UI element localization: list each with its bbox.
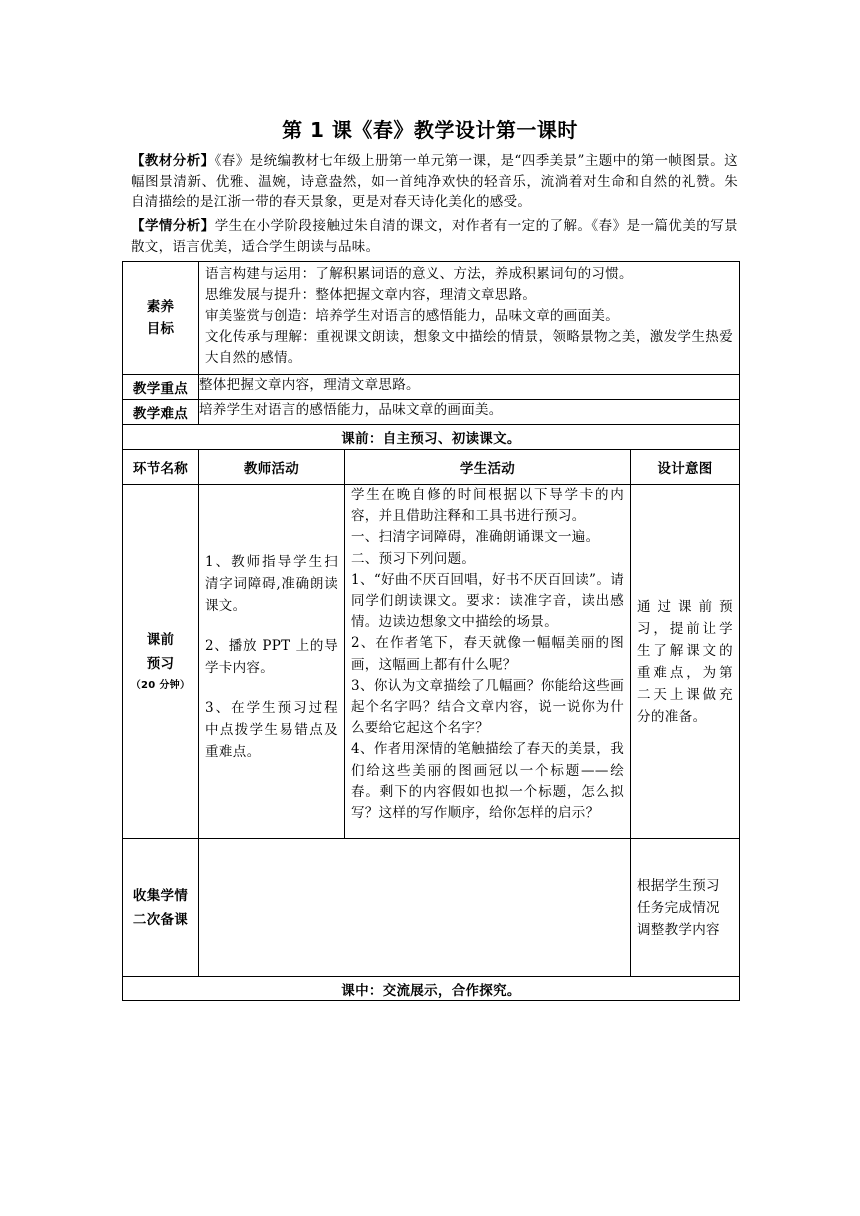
goals-label-line2: 目标 xyxy=(146,321,175,337)
learner-analysis-text: 学生在小学阶段接触过朱自清的课文，对作者有一定的了解。《春》是一篇优美的写景散文，语言优美，适合学生朗读与品味。 xyxy=(131,218,738,255)
learner-analysis xyxy=(131,216,738,257)
goals-label xyxy=(123,262,199,375)
material-analysis-text: 《春》是统编教材七年级上册第一单元第一课，是“四季美景”主题中的第一帧图景。这幅图景清新、优雅、温婉，诗意盎然，如一首纯净欢快的轻音乐，流淌着对生命和自然的礼赞。朱自清描绘的是江浙一带的春天景象，更是对春天诗化美化的感受。 xyxy=(131,153,738,210)
preview-teacher-activity xyxy=(199,485,345,839)
in-class-banner: 课中：交流展示，合作探究。 xyxy=(123,977,740,1001)
in-class-banner-row xyxy=(123,977,740,1001)
header-student: 学生活动 xyxy=(345,450,631,485)
collect-intent-text: 根据学生预习任务完成情况调整教学内容 xyxy=(637,877,720,938)
teacher-step: 3、在学生预习过程中点拨学生易错点及重难点。 xyxy=(205,700,338,760)
goals-label-line1: 素养 xyxy=(146,299,175,315)
pre-class-banner-row xyxy=(123,425,740,450)
teacher-step: 2、播放 PPT 上的导学卡内容。 xyxy=(205,638,338,676)
header-intent: 设计意图 xyxy=(631,450,740,485)
goal-line: 语言构建与运用：了解积累词语的意义、方法，养成积累词句的习惯。 xyxy=(205,266,633,282)
collect-stage xyxy=(123,839,199,977)
collect-stage-line1: 收集学情 xyxy=(132,887,189,904)
teacher-step: 1、教师指导学生扫清字词障碍,准确朗读课文。 xyxy=(205,554,338,614)
goals-content xyxy=(199,262,740,375)
page-title: 第 1 课《春》教学设计第一课时 xyxy=(282,118,578,142)
student-step: 1、“好曲不厌百回唱，好书不厌百回读”。请同学们朗读课文。要求：读准字音，读出感情。边读边想象文中描绘的场景。 xyxy=(351,571,624,631)
material-analysis xyxy=(131,151,738,213)
key-point-label: 教学重点 xyxy=(123,375,199,400)
collect-intent xyxy=(631,839,740,977)
student-step: 二、预习下列问题。 xyxy=(351,550,476,567)
student-step: 2、在作者笔下，春天就像一幅幅美丽的图画，这幅画上都有什么呢？ xyxy=(351,635,624,673)
goal-line: 文化传承与理解：重视课文朗读，想象文中描绘的情景，领略景物之美，激发学生热爱大自然的感情。 xyxy=(205,329,734,366)
preview-row xyxy=(123,485,740,839)
header-stage: 环节名称 xyxy=(123,450,199,485)
key-point-row xyxy=(123,375,740,400)
student-step: 4、作者用深情的笔触描绘了春天的美景，我们给这些美丽的图画冠以一个标题——绘春。剩下的内容假如也拟一个标题，怎么拟写？这样的写作顺序，给你怎样的启示？ xyxy=(351,741,624,822)
pre-class-banner: 课前：自主预习、初读课文。 xyxy=(123,425,740,450)
difficulty-row xyxy=(123,400,740,425)
preview-intent-text: 通过课前预习，提前让学生了解课文的重难点，为第二天上课做充分的准备。 xyxy=(637,598,734,725)
difficulty-label: 教学难点 xyxy=(123,400,199,425)
preview-intent xyxy=(631,485,740,839)
preview-stage-line2: 预习 xyxy=(146,655,175,672)
goal-line: 思维发展与提升：整体把握文章内容，理清文章思路。 xyxy=(205,287,537,303)
student-step: 一、扫清字词障碍，准确朗诵课文一遍。 xyxy=(351,529,600,546)
student-step: 3、你认为文章描绘了几幅画？你能给这些画起个名字吗？结合文章内容，说一说你为什么要给它起这个名字？ xyxy=(351,677,624,737)
learner-analysis-label: 【学情分析】 xyxy=(131,218,215,234)
difficulty-text: 培养学生对语言的感悟能力，品味文章的画面美。 xyxy=(199,400,740,425)
header-teacher: 教师活动 xyxy=(199,450,345,485)
preview-student-activity xyxy=(345,485,631,839)
collect-stage-line2: 二次备课 xyxy=(132,911,189,928)
key-point-text: 整体把握文章内容，理清文章思路。 xyxy=(199,375,740,400)
goals-row xyxy=(123,262,740,375)
student-step: 学生在晚自修的时间根据以下导学卡的内容，并且借助注释和工具书进行预习。 xyxy=(351,487,624,525)
preview-duration: （20 分钟） xyxy=(130,679,191,691)
goal-line: 审美鉴赏与创造：培养学生对语言的感悟能力，品味文章的画面美。 xyxy=(205,308,619,324)
preview-stage-line1: 课前 xyxy=(146,631,175,648)
collect-content-empty xyxy=(199,839,631,977)
lesson-plan-table xyxy=(122,261,740,1001)
material-analysis-label: 【教材分析】 xyxy=(131,153,215,169)
collect-row xyxy=(123,839,740,977)
header-row xyxy=(123,450,740,485)
preview-stage xyxy=(123,485,199,839)
